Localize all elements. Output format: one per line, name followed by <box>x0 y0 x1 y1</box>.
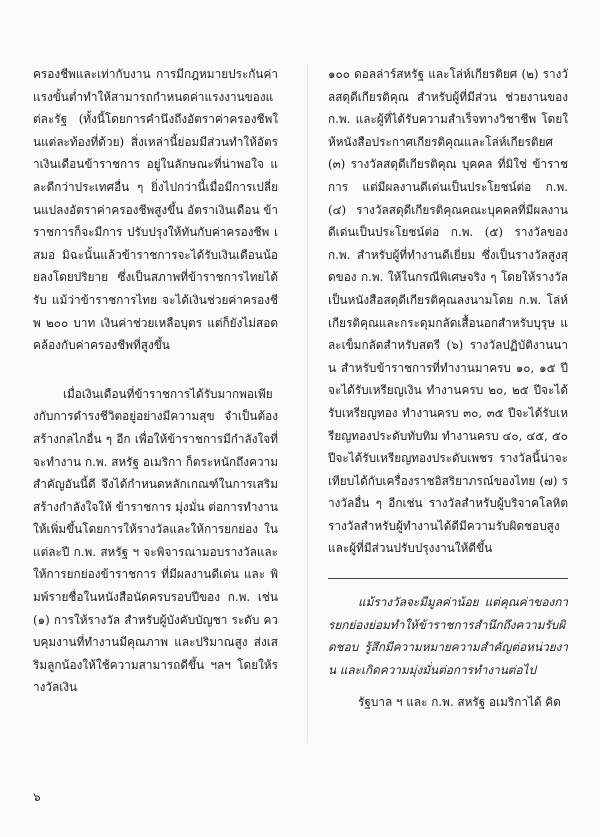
left-paragraph-2: เมื่อเงินเดือนที่ข้าราชการได้รับมากพอเพียงกับการดำรงชีวิตอยู่อย่างมีความสุข จำเป็นต้องสร้างกลไกอื่น ๆ อีก เพื่อให้ข้าราชการมีกำลังใจที่จะทำงาน ก.พ. สหรัฐ อเมริกา ก็ตระหนักถึงความสำคัญอันนี้ดี จึงได้กำหนดหลักเกณฑ์ในการเสริมสร้างกำลังใจให้ ข้าราชการ มุ่งมั่น ต่อการทำงานให้เพิ่มขึ้นโดยการให้รางวัลและให้การยกย่อง ในแต่ละปี ก.พ. สหรัฐ ฯ จะพิจารณามอบรางวัลและให้การยกย่องข้าราชการ ที่มีผลงานดีเด่น และ พิมพ์รายชื่อในหนังสือนัดครบรอบปีของ ก.พ. เช่น (๑) การให้รางวัล สำหรับผู้บังคับบัญชา ระดับ ควบคุมงานที่ทำงานมีคุณภาพ และปริมาณสูง ส่งเสริมลูกน้องให้ใช้ความสามารถดีขึ้น ฯลฯ โดยให้รางวัลเงิน <box>33 386 278 695</box>
closing-line: รัฐบาล ฯ และ ก.พ. สหรัฐ อเมริกาได้ คิด <box>358 695 561 710</box>
right-column <box>328 63 568 714</box>
left-paragraph-1: ครองชีพและเท่ากับงาน การมีกฎหมายประกันค่าแรงขั้นต่ำทำให้สามารถกำหนดค่าแรงงานของแต่ละรัฐ (ทั้งนี้โดยการคำนึงถึงอัตราค่าครองชีพในแต่ละท้องที่ด้วย) สิ่งเหล่านี้ย่อมมีส่วนทำให้อัตราเงินเดือนข้าราชการ อยู่ในลักษณะที่น่าพอใจ และดีกว่าประเทศอื่น ๆ ยิ่งไปกว่านี้เมื่อมีการเปลี่ยนแปลงอัตราค่าครองชีพสูงขึ้น อัตราเงินเดือน ข้าราชการก็จะมีการ ปรับปรุงให้ทันกับค่าครองชีพ เสมอ มิฉะนั้นแล้วข้าราชการจะได้รับเงินเดือนน้อยลงโดยปริยาย ซึ่งเป็นสภาพที่ข้าราชการไทยได้รับ แม้ว่าข้าราชการไทย จะได้เงินช่วยค่าครองชีพ ๒๐๐ บาท เงินค่าช่วยเหลือบุตร แต่ก็ยังไม่สอดคล้องกับค่าครองชีพที่สูงขึ้น <box>33 67 278 353</box>
page-number: ๖ <box>33 790 41 804</box>
italic-note: แม้รางวัลจะมีมูลค่าน้อย แต่คุณค่าของการยกย่องย่อมทำให้ข้าราชการสำนึกถึงความรับผิดชอบ รู้สึกมีความหมายความสำคัญต่อหน่วยงาน และเกิดความมุ่งมั่นต่อการทำงานต่อไป <box>328 578 568 681</box>
paragraph-gap <box>33 357 278 383</box>
right-paragraph-1: ๑๐๐ ดอลล่าร์สหรัฐ และโล่ห์เกียรติยศ (๒) รางวัลสดุดีเกียรติคุณ สำหรับผู้ที่มีส่วน ช่วยงานของ ก.พ. และผู้ที่ได้รับความสำเร็จทางวิชาชีพ โดยให้หนังสือประกาศเกียรติคุณและโล่ห์เกียรติยศ (๓) รางวัลสดุดีเกียรติคุณ บุคคล ที่มิใช่ ข้าราชการ แต่มีผลงานดีเด่นเป็นประโยชน์ต่อ ก.พ. (๔) รางวัลสดุดีเกียรติคุณคณะบุคคลที่มีผลงานดีเด่นเป็นประโยชน์ต่อ ก.พ. (๕) รางวัลของ ก.พ. สำหรับผู้ที่ทำงานดีเยี่ยม ซึ่งเป็นรางวัลสูงสุดของ ก.พ. ให้ในกรณีพิเศษจริง ๆ โดยให้รางวัลเป็นหนังสือสดุดีเกียรติคุณลงนามโดย ก.พ. โล่ห์เกียรติคุณและกระดุมกลัดเสื้อนอกสำหรับบุรุษ และเข็มกลัดสำหรับสตรี (๖) รางวัลปฏิบัติงานนาน สำหรับข้าราชการที่ทำงานมาครบ ๑๐, ๑๕ ปี จะได้รับเหรียญเงิน ทำงานครบ ๒๐, ๒๕ ปีจะได้รับเหรียญทอง ทำงานครบ ๓๐, ๓๕ ปีจะได้รับเหรียญทองประดับทับทิม ทำงานครบ ๔๐, ๔๕, ๕๐ ปีจะได้รับเหรียญทองประดับเพชร รางวัลนี้น่าจะเทียบได้กับเครื่องราชอิสริยาภรณ์ของไทย (๗) รางวัลอื่น ๆ อีกเช่น รางวัลสำหรับผู้บริจาคโลหิต รางวัลสำหรับผู้ทำงานได้ดีมีความรับผิดชอบสูง และผู้ที่มีส่วนปรับปรุงงานให้ดีขึ้น <box>328 67 568 556</box>
column-divider <box>307 63 308 743</box>
left-column <box>33 63 278 699</box>
